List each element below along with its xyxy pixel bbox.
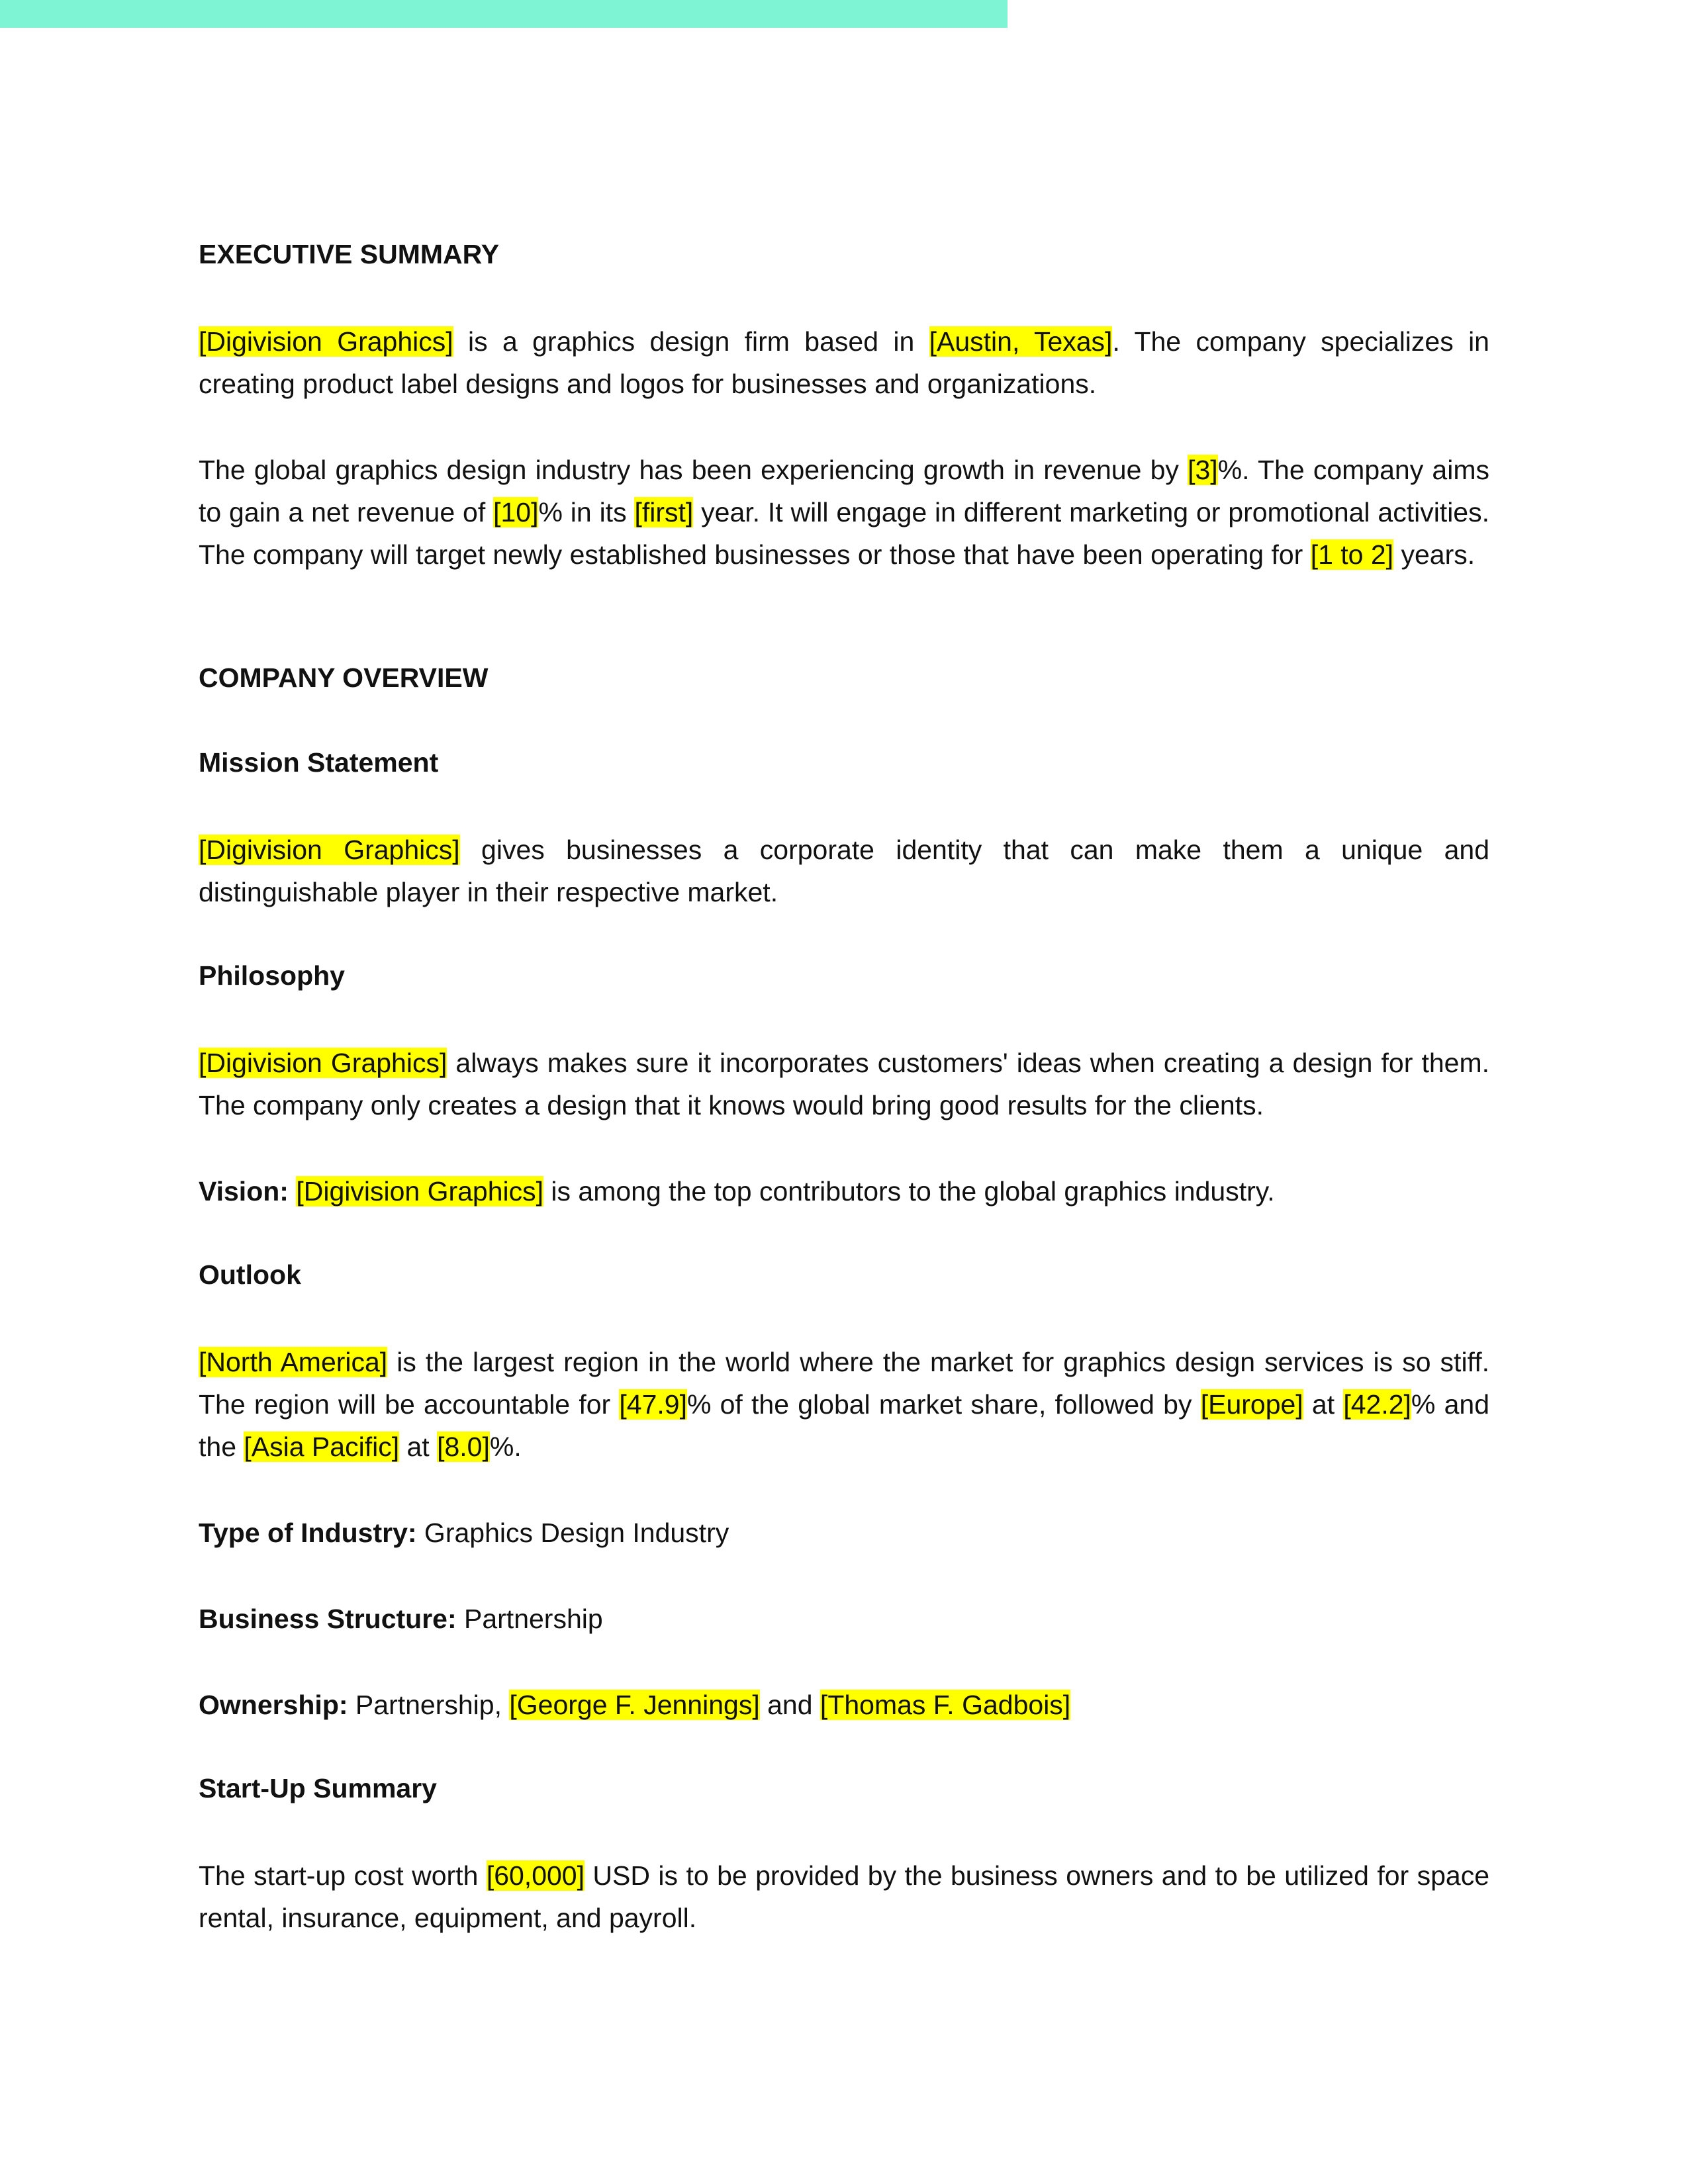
mission-statement-paragraph: [Digivision Graphics] gives businesses a corporate identity that can make them a unique and distinguishable player in their respective market. (199, 835, 1490, 907)
section-spacer (199, 619, 1489, 659)
placeholder-region[interactable]: [North America] (199, 1347, 388, 1377)
executive-summary-title: EXECUTIVE SUMMARY (199, 239, 500, 269)
placeholder-owner-1[interactable]: [George F. Jennings] (509, 1690, 760, 1720)
placeholder-company-name[interactable]: [Digivision Graphics] (199, 1048, 447, 1078)
placeholder-years-range[interactable]: [1 to 2] (1310, 539, 1394, 570)
placeholder-year[interactable]: [first] (634, 497, 694, 527)
placeholder-region-3[interactable]: [Asia Pacific] (244, 1432, 400, 1462)
placeholder-region-2[interactable]: [Europe] (1200, 1389, 1303, 1420)
philosophy-heading: Philosophy (199, 960, 345, 991)
outlook-heading: Outlook (199, 1259, 301, 1290)
placeholder-company-name[interactable]: [Digivision Graphics] (199, 835, 460, 865)
placeholder-location[interactable]: [Austin, Texas] (929, 326, 1113, 357)
philosophy-paragraph: [Digivision Graphics] always makes sure it incorporates customers' ideas when creating a design for them. The company only creates a design that it knows would bring good results for the clients. (199, 1048, 1489, 1120)
structure-label: Business Structure: (199, 1604, 457, 1634)
placeholder-company-name[interactable]: [Digivision Graphics] (296, 1176, 544, 1206)
placeholder-share-2[interactable]: [42.2] (1343, 1389, 1411, 1420)
placeholder-company-name[interactable]: [Digivision Graphics] (199, 326, 453, 357)
ownership-line: Ownership: Partnership, [George F. Jennings] and [Thomas F. Gadbois] (199, 1690, 1071, 1720)
placeholder-revenue-percent[interactable]: [10] (493, 497, 539, 527)
document-page (199, 236, 1489, 1983)
placeholder-growth-percent[interactable]: [3] (1188, 455, 1218, 485)
company-overview-title: COMPANY OVERVIEW (199, 662, 489, 693)
startup-summary-heading: Start-Up Summary (199, 1773, 437, 1803)
startup-summary-paragraph: The start-up cost worth [60,000] USD is to be provided by the business owners and to be utilized for space rental, insurance, equipment, and payroll. (199, 1860, 1489, 1933)
industry-label: Type of Industry: (199, 1518, 417, 1548)
executive-summary-paragraph-1: [Digivision Graphics] is a graphics design firm based in [Austin, Texas]. The company specializes in creating product label designs and logos for businesses and organizations. (199, 326, 1489, 399)
vision-label: Vision: (199, 1176, 289, 1206)
ownership-label: Ownership: (199, 1690, 348, 1720)
executive-summary-paragraph-2: The global graphics design industry has been experiencing growth in revenue by [3]%. The company aims to gain a net revenue of [10]% in its [first] year. It will engage in different marketing or promotional activities. The company will target newly established businesses or those that have been operating for [1 to 2] years. (199, 455, 1489, 570)
placeholder-owner-2[interactable]: [Thomas F. Gadbois] (820, 1690, 1071, 1720)
top-accent-bar (0, 0, 1008, 28)
placeholder-share-1[interactable]: [47.9] (619, 1389, 687, 1420)
industry-line (199, 1512, 1489, 1554)
mission-statement-heading: Mission Statement (199, 747, 439, 778)
placeholder-share-3[interactable]: [8.0] (437, 1432, 490, 1462)
structure-value: Partnership (456, 1604, 603, 1634)
industry-value: Graphics Design Industry (416, 1518, 729, 1548)
structure-line (199, 1598, 1489, 1640)
placeholder-startup-cost[interactable]: [60,000] (486, 1860, 585, 1891)
outlook-paragraph: [North America] is the largest region in the world where the market for graphics design services is so stiff. The region will be accountable for [47.9]% of the global market share, followed by [Europe] at [42.2]% and the [Asia Pacific] at [8.0]%. (199, 1347, 1489, 1462)
vision-paragraph: Vision: [Digivision Graphics] is among the top contributors to the global graphics industry. (199, 1176, 1275, 1206)
